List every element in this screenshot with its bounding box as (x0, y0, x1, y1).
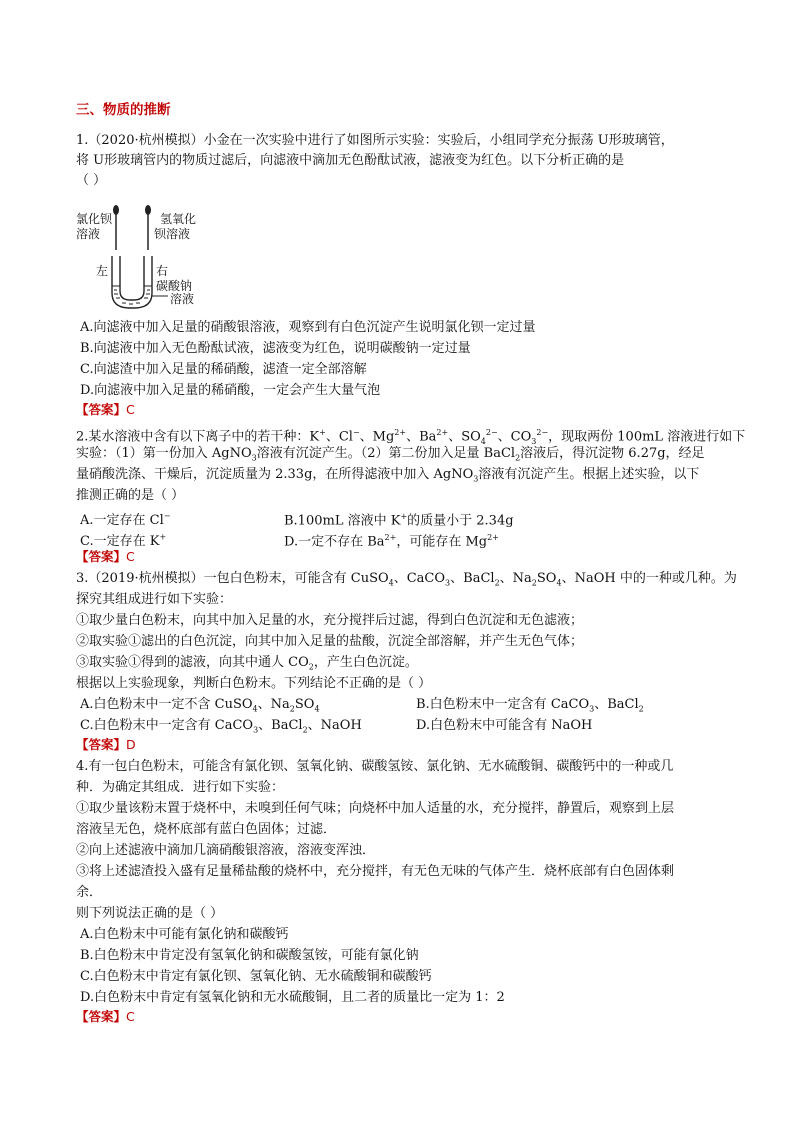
q4-option-b: B.白色粉末中肯定没有氢氧化钠和碳酸氢铵，可能有氯化钠 (80, 948, 419, 963)
q3-option-c-text: 、BaCl (258, 718, 303, 733)
q2-text: 溶液后，得沉淀物 6.27g，经足 (520, 446, 705, 461)
q4-answer-value: C (126, 1009, 135, 1024)
q2-option-d-text: D.一定不存在 Ba (284, 534, 385, 550)
q3-text: 3.（2019·杭州模拟）一包白色粉末，可能含有 CuSO (76, 571, 389, 586)
q3-option-b-text: B.白色粉末中一定含有 CaCO (416, 697, 590, 712)
q2-ba-charge: 2+ (436, 428, 449, 437)
q4-stem-line-7: 余． (76, 885, 103, 900)
q3-option-a-text: 、Na (257, 697, 290, 712)
q1-option-c: C.向滤渣中加入足量的稀硝酸，滤渣一定全部溶解 (80, 362, 367, 377)
q2-option-b-text-2: 的质量小于 2.34g (407, 513, 514, 529)
q4-stem-line-4: 溶液呈无色，烧杯底部有蓝白色固体；过滤． (76, 822, 337, 837)
q2-text: 溶液有沉淀产生。（2）第二份加入足量 BaCl (256, 446, 516, 461)
q2-answer-value: C (126, 549, 135, 564)
q2-text: 2.某水溶液中含有以下离子中的若干种：K (76, 429, 320, 445)
q3-text: 、BaCl (450, 571, 495, 586)
q3-option-c-text: C.白色粉末中一定含有 CaCO (80, 718, 254, 733)
q2-option-a-text: A.一定存在 Cl (80, 513, 164, 529)
q3-sub: 2 (289, 704, 295, 714)
figure-label-baoh2-top: 氢氧化 (160, 212, 197, 226)
q3-sub: 4 (314, 704, 320, 714)
q2-co3-sub: 3 (531, 436, 537, 446)
q4-option-d: D.白色粉末中肯定有氢氧化钠和无水硫酸铜，且二者的质量比一定为 1：2 (80, 990, 505, 1005)
q3-sub: 4 (556, 578, 562, 588)
q2-sub: 3 (473, 474, 479, 484)
q2-stem-line-4: 推测正确的是（ ） (76, 488, 185, 503)
q1-stem-line-2: 将 U形玻璃管内的物质过滤后，向滤液中滴加无色酚酞试液，滤液变为红色。以下分析正确的是 (76, 153, 625, 168)
q2-text: 、Mg (359, 429, 395, 445)
q3-option-a (80, 697, 320, 712)
q3-text: 、Na (499, 571, 532, 586)
q3-sub: 2 (302, 725, 308, 735)
q2-option-b-text: B.100mL 溶液中 K (284, 513, 401, 529)
q3-option-b-text: 、BaCl (594, 697, 639, 712)
q3-option-c-text: 、NaOH (307, 718, 362, 733)
q2-option-d-charge-2: 2+ (487, 533, 499, 542)
q4-stem-line-8: 则下列说法正确的是（ ） (76, 906, 224, 921)
q4-stem-line-5: ②向上述滤液中滴加几滴硝酸银溶液，溶液变浑浊． (76, 843, 376, 858)
q3-stem-line-3: ①取少量白色粉末，向其中加入足量的水，充分搅拌后过滤，得到白色沉淀和无色滤液； (76, 613, 584, 628)
q2-sub: 2 (515, 453, 521, 463)
q1-option-b: B.向滤液中加入无色酚酞试液，滤液变为红色，说明碳酸钠一定过量 (80, 341, 471, 356)
q2-answer-label: 【答案】 (76, 549, 127, 564)
q1-answer-value: C (126, 402, 135, 417)
q2-text: 量硝酸洗涤、干燥后，沉淀质量为 2.33g，在所得滤液中加入 AgNO (76, 467, 474, 482)
q2-text: 、SO (448, 429, 481, 445)
q3-answer (76, 735, 730, 755)
q1-answer (76, 400, 730, 420)
q3-sub: 2 (531, 578, 537, 588)
q3-stem-line-4: ②取实验①滤出的白色沉淀，向其中加入足量的盐酸，沉淀全部溶解，并产生无色气体； (76, 634, 584, 649)
q3-sub: 2 (638, 704, 644, 714)
section-title: 三、物质的推断 (76, 102, 171, 118)
q3-sub: 3 (445, 578, 451, 588)
q3-stem-line-6: 根据以上实验现象，判断白色粉末。下列结论不正确的是（ ） (76, 676, 432, 691)
q2-text: 溶液有沉淀产生。根据上述实验，以下 (478, 467, 700, 482)
figure-label-na2co3-top: 碳酸钠 (156, 279, 193, 293)
q3-answer-value: D (126, 737, 136, 752)
q2-option-c-charge: + (159, 533, 167, 542)
q2-option-a-charge: − (163, 512, 171, 521)
q4-stem-line-2: 种．为确定其组成．进行如下实验： (76, 780, 285, 795)
q2-sub: 3 (251, 453, 257, 463)
q2-text: 实验：（1）第一份加入 AgNO (76, 446, 252, 461)
q2-text: 、Ba (406, 429, 437, 445)
q3-option-c (80, 718, 362, 733)
q3-sub: 4 (388, 578, 394, 588)
q2-option-a (80, 513, 170, 528)
q3-text: SO (536, 571, 557, 586)
q2-cl-charge: − (352, 428, 360, 437)
q3-sub: 2 (494, 578, 500, 588)
q3-text: ③取实验①得到的滤液，向其中通人 CO (76, 655, 309, 670)
q2-answer (76, 547, 730, 567)
q3-stem-line-2: 探究其组成进行如下实验： (76, 592, 233, 607)
u-tube-figure (74, 198, 214, 316)
q3-text: ，产生白色沉淀。 (313, 655, 418, 670)
q4-stem-line-1: 4.有一包白色粉末，可能含有氯化钡、氢氧化钠、碳酸氢铵、氯化钠、无水硫酸铜、碳酸钙中的一种或几 (76, 759, 674, 774)
figure-label-baoh2-bottom: 钡溶液 (154, 227, 191, 241)
q3-sub: 4 (252, 704, 258, 714)
q3-sub: 3 (589, 704, 595, 714)
figure-label-bacl2-top: 氯化钡 (76, 212, 113, 226)
q2-option-b-charge: + (400, 512, 408, 521)
q1-stem-line-3: （ ） (76, 173, 107, 188)
q2-co3-charge: 2− (536, 428, 549, 437)
q2-text: ，现取两份 100mL 溶液进行如下 (548, 429, 746, 445)
figure-label-bacl2-bottom: 溶液 (76, 227, 101, 241)
q3-text: 、CaCO (393, 571, 446, 586)
q2-option-d-text-2: ，可能存在 Mg (396, 534, 488, 550)
q4-stem-line-6: ③将上述滤渣投入盛有足量稀盐酸的烧杯中，充分搅拌，有无色无味的气体产生．烧杯底部有白色固体剩 (76, 864, 675, 879)
q2-mg-charge: 2+ (394, 428, 407, 437)
q4-option-a: A.白色粉末中可能有氯化钠和碳酸钙 (80, 927, 289, 942)
q3-sub: 3 (253, 725, 259, 735)
q3-option-a-text: SO (294, 697, 315, 712)
q3-option-d: D.白色粉末中可能含有 NaOH (416, 718, 593, 733)
q4-stem-line-3: ①取少量该粉末置于烧杯中，未嗅到任何气味；向烧杯中加人适量的水，充分搅拌，静置后，观察到上层 (76, 801, 675, 816)
q2-text: 、Cl (325, 429, 353, 445)
q3-option-a-text: A.白色粉末中一定不含 CuSO (80, 697, 253, 712)
q3-sub: 2 (308, 662, 314, 672)
q2-so4-charge: 2− (485, 428, 498, 437)
q3-answer-label: 【答案】 (76, 737, 127, 752)
figure-label-right: 右 (156, 264, 169, 278)
q1-stem-line-1: 1.（2020·杭州模拟）小金在一次实验中进行了如图所示实验：实验后，小组同学充分振荡 U形玻璃管， (76, 133, 674, 148)
q4-answer-label: 【答案】 (76, 1009, 127, 1024)
q4-answer (76, 1007, 730, 1027)
q4-option-c: C.白色粉末中肯定有氯化钡、氢氧化钠、无水硫酸铜和碳酸钙 (80, 969, 432, 984)
q2-so4-sub: 4 (480, 436, 486, 446)
q3-text: 、NaOH 中的一种或几种。为 (561, 571, 737, 586)
q2-k-charge: + (319, 428, 326, 437)
q2-option-d-charge: 2+ (384, 533, 397, 542)
figure-label-left: 左 (96, 264, 109, 278)
q1-answer-label: 【答案】 (76, 402, 127, 417)
q2-option-c-text: C.一定存在 K (80, 534, 160, 550)
q1-option-d: D.向滤液中加入足量的稀硝酸，一定会产生大量气泡 (80, 383, 381, 398)
q1-option-a: A.向滤液中加入足量的硝酸银溶液，观察到有白色沉淀产生说明氯化钡一定过量 (80, 320, 536, 335)
q2-text: 、CO (497, 429, 532, 445)
figure-label-na2co3-bottom: 溶液 (170, 292, 195, 306)
